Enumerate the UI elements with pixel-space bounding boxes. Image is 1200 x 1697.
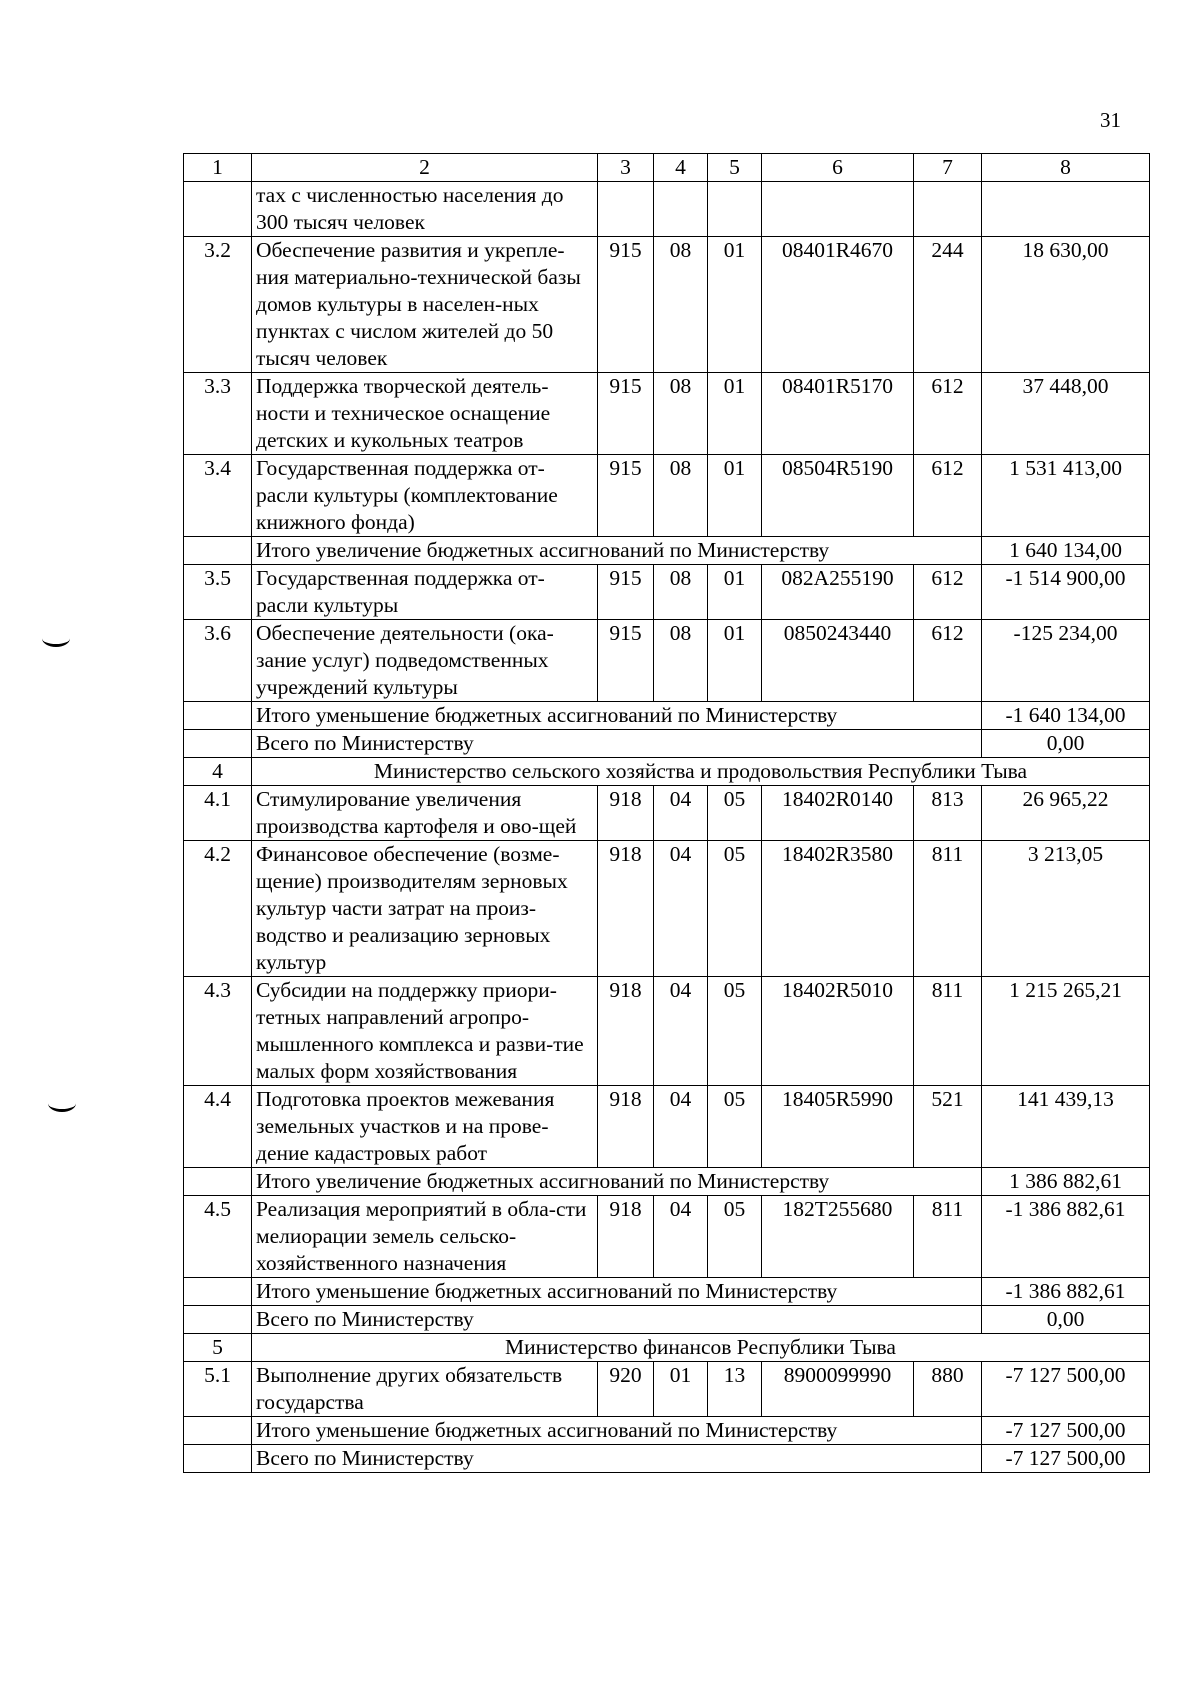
total-row (184, 1417, 1150, 1445)
empty-cell (184, 1445, 252, 1473)
section-code-cell: 08 (654, 455, 708, 537)
section-row (184, 758, 1150, 786)
subsection-code-cell: 01 (708, 620, 762, 702)
empty-cell (184, 537, 252, 565)
row-name-cell: Обеспечение деятельности (ока-зание услуг) подведомственных учреждений культуры (252, 620, 598, 702)
ministry-code-cell (598, 182, 654, 237)
table-row (184, 1362, 1150, 1417)
target-article-cell: 18402R5010 (762, 977, 914, 1086)
section-code-cell: 08 (654, 237, 708, 373)
total-label-cell: Всего по Министерству (252, 730, 982, 758)
expense-type-cell: 612 (914, 373, 982, 455)
total-label-cell: Всего по Министерству (252, 1306, 982, 1334)
table-row (184, 786, 1150, 841)
total-amount-cell: 0,00 (982, 730, 1150, 758)
section-code-cell: 01 (654, 1362, 708, 1417)
row-number-cell: 3.4 (184, 455, 252, 537)
row-name-cell: Стимулирование увеличения производства картофеля и ово-щей (252, 786, 598, 841)
expense-type-cell: 811 (914, 841, 982, 977)
header-cell: 2 (252, 154, 598, 182)
target-article-cell: 082A255190 (762, 565, 914, 620)
amount-cell: 3 213,05 (982, 841, 1150, 977)
header-cell: 5 (708, 154, 762, 182)
header-cell: 6 (762, 154, 914, 182)
expense-type-cell: 521 (914, 1086, 982, 1168)
ministry-code-cell: 915 (598, 565, 654, 620)
row-name-cell: Обеспечение развития и укрепле-ния материально-технической базы домов культуры в населен-ных пунктах с числом жителей до 50 тысяч человек (252, 237, 598, 373)
table-row (184, 620, 1150, 702)
total-label-cell: Итого увеличение бюджетных ассигнований по Министерству (252, 1168, 982, 1196)
subsection-code-cell (708, 182, 762, 237)
total-label-cell: Всего по Министерству (252, 1445, 982, 1473)
table-row (184, 1086, 1150, 1168)
budget-table (183, 153, 1150, 1473)
target-article-cell: 0850243440 (762, 620, 914, 702)
total-row (184, 1306, 1150, 1334)
empty-cell (184, 1306, 252, 1334)
total-row (184, 702, 1150, 730)
expense-type-cell: 244 (914, 237, 982, 373)
section-number-cell: 4 (184, 758, 252, 786)
target-article-cell: 18402R3580 (762, 841, 914, 977)
row-name-cell: Подготовка проектов межевания земельных участков и на прове-дение кадастровых работ (252, 1086, 598, 1168)
ministry-code-cell: 918 (598, 1086, 654, 1168)
subsection-code-cell: 05 (708, 1196, 762, 1278)
total-amount-cell: 1 640 134,00 (982, 537, 1150, 565)
ministry-code-cell: 918 (598, 977, 654, 1086)
total-amount-cell: -7 127 500,00 (982, 1445, 1150, 1473)
section-row (184, 1334, 1150, 1362)
ministry-code-cell: 918 (598, 786, 654, 841)
section-code-cell: 04 (654, 1086, 708, 1168)
total-amount-cell: -7 127 500,00 (982, 1417, 1150, 1445)
total-row (184, 730, 1150, 758)
section-code-cell: 04 (654, 1196, 708, 1278)
expense-type-cell: 612 (914, 620, 982, 702)
amount-cell: 1 215 265,21 (982, 977, 1150, 1086)
ministry-code-cell: 918 (598, 1196, 654, 1278)
expense-type-cell (914, 182, 982, 237)
amount-cell (982, 182, 1150, 237)
target-article-cell: 08504R5190 (762, 455, 914, 537)
expense-type-cell: 612 (914, 455, 982, 537)
target-article-cell: 8900099990 (762, 1362, 914, 1417)
scan-mark (42, 630, 70, 647)
section-code-cell: 04 (654, 977, 708, 1086)
ministry-code-cell: 915 (598, 237, 654, 373)
total-row (184, 1168, 1150, 1196)
row-name-cell: тах с численностью населения до 300 тысяч человек (252, 182, 598, 237)
amount-cell: 1 531 413,00 (982, 455, 1150, 537)
section-code-cell: 04 (654, 841, 708, 977)
subsection-code-cell: 01 (708, 373, 762, 455)
target-article-cell: 18402R0140 (762, 786, 914, 841)
amount-cell: 26 965,22 (982, 786, 1150, 841)
section-title-cell: Министерство финансов Республики Тыва (252, 1334, 1150, 1362)
header-cell: 1 (184, 154, 252, 182)
scan-mark (48, 1095, 76, 1112)
row-name-cell: Государственная поддержка от-расли культуры (комплектование книжного фонда) (252, 455, 598, 537)
row-number-cell: 4.5 (184, 1196, 252, 1278)
ministry-code-cell: 915 (598, 373, 654, 455)
table-row (184, 455, 1150, 537)
amount-cell: -1 514 900,00 (982, 565, 1150, 620)
row-name-cell: Реализация мероприятий в обла-сти мелиорации земель сельско-хозяйственного назначения (252, 1196, 598, 1278)
total-amount-cell: 1 386 882,61 (982, 1168, 1150, 1196)
row-name-cell: Государственная поддержка от-расли культуры (252, 565, 598, 620)
row-number-cell: 3.2 (184, 237, 252, 373)
subsection-code-cell: 01 (708, 455, 762, 537)
expense-type-cell: 811 (914, 1196, 982, 1278)
target-article-cell: 08401R5170 (762, 373, 914, 455)
ministry-code-cell: 915 (598, 620, 654, 702)
row-name-cell: Выполнение других обязательств государства (252, 1362, 598, 1417)
section-code-cell: 08 (654, 565, 708, 620)
target-article-cell: 182Т255680 (762, 1196, 914, 1278)
total-label-cell: Итого увеличение бюджетных ассигнований по Министерству (252, 537, 982, 565)
row-number-cell: 4.3 (184, 977, 252, 1086)
subsection-code-cell: 05 (708, 977, 762, 1086)
empty-cell (184, 1278, 252, 1306)
section-code-cell (654, 182, 708, 237)
total-label-cell: Итого уменьшение бюджетных ассигнований по Министерству (252, 702, 982, 730)
section-title-cell: Министерство сельского хозяйства и продовольствия Республики Тыва (252, 758, 1150, 786)
amount-cell: 37 448,00 (982, 373, 1150, 455)
page-number: 31 (1100, 108, 1121, 132)
row-name-cell: Субсидии на поддержку приори-тетных направлений агропро-мышленного комплекса и разви-тие малых форм хозяйствования (252, 977, 598, 1086)
empty-cell (184, 1168, 252, 1196)
empty-cell (184, 702, 252, 730)
target-article-cell: 18405R5990 (762, 1086, 914, 1168)
row-number-cell (184, 182, 252, 237)
total-label-cell: Итого уменьшение бюджетных ассигнований по Министерству (252, 1278, 982, 1306)
amount-cell: -1 386 882,61 (982, 1196, 1150, 1278)
total-amount-cell: -1 386 882,61 (982, 1278, 1150, 1306)
total-row (184, 1445, 1150, 1473)
table-row (184, 1196, 1150, 1278)
section-code-cell: 08 (654, 620, 708, 702)
subsection-code-cell: 05 (708, 1086, 762, 1168)
ministry-code-cell: 915 (598, 455, 654, 537)
row-number-cell: 5.1 (184, 1362, 252, 1417)
row-number-cell: 4.2 (184, 841, 252, 977)
expense-type-cell: 811 (914, 977, 982, 1086)
ministry-code-cell: 918 (598, 841, 654, 977)
section-code-cell: 04 (654, 786, 708, 841)
table-row (184, 565, 1150, 620)
section-code-cell: 08 (654, 373, 708, 455)
table-row (184, 237, 1150, 373)
header-cell: 8 (982, 154, 1150, 182)
table-row (184, 182, 1150, 237)
total-row (184, 537, 1150, 565)
row-name-cell: Поддержка творческой деятель-ности и техническое оснащение детских и кукольных театров (252, 373, 598, 455)
target-article-cell (762, 182, 914, 237)
header-cell: 7 (914, 154, 982, 182)
total-row (184, 1278, 1150, 1306)
ministry-code-cell: 920 (598, 1362, 654, 1417)
header-cell: 3 (598, 154, 654, 182)
total-label-cell: Итого уменьшение бюджетных ассигнований по Министерству (252, 1417, 982, 1445)
header-cell: 4 (654, 154, 708, 182)
amount-cell: -7 127 500,00 (982, 1362, 1150, 1417)
total-amount-cell: 0,00 (982, 1306, 1150, 1334)
row-number-cell: 3.3 (184, 373, 252, 455)
expense-type-cell: 612 (914, 565, 982, 620)
empty-cell (184, 1417, 252, 1445)
row-number-cell: 4.4 (184, 1086, 252, 1168)
row-name-cell: Финансовое обеспечение (возме-щение) производителям зерновых культур части затрат на произ-водство и реализацию зерновых культур (252, 841, 598, 977)
row-number-cell: 3.5 (184, 565, 252, 620)
header-row (184, 154, 1150, 182)
expense-type-cell: 813 (914, 786, 982, 841)
empty-cell (184, 730, 252, 758)
subsection-code-cell: 13 (708, 1362, 762, 1417)
table-row (184, 841, 1150, 977)
total-amount-cell: -1 640 134,00 (982, 702, 1150, 730)
subsection-code-cell: 01 (708, 565, 762, 620)
target-article-cell: 08401R4670 (762, 237, 914, 373)
subsection-code-cell: 05 (708, 786, 762, 841)
amount-cell: 141 439,13 (982, 1086, 1150, 1168)
table-row (184, 977, 1150, 1086)
row-number-cell: 4.1 (184, 786, 252, 841)
subsection-code-cell: 01 (708, 237, 762, 373)
expense-type-cell: 880 (914, 1362, 982, 1417)
subsection-code-cell: 05 (708, 841, 762, 977)
table-row (184, 373, 1150, 455)
section-number-cell: 5 (184, 1334, 252, 1362)
row-number-cell: 3.6 (184, 620, 252, 702)
amount-cell: -125 234,00 (982, 620, 1150, 702)
amount-cell: 18 630,00 (982, 237, 1150, 373)
